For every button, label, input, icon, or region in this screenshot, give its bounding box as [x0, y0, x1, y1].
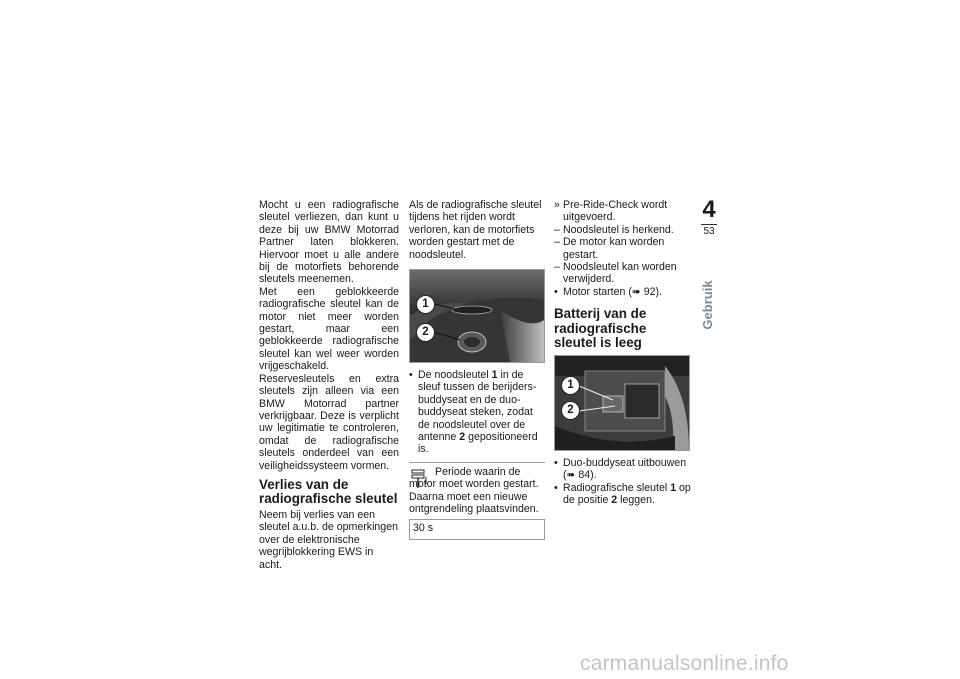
chapter-number: 4 [702, 196, 716, 223]
paragraph-blocked-key: Met een geblokkeerde radiografische sleutel kan de motor niet meer worden gestart, maar een geblokkeerde radiografische sleutel kan wel weer worden vrijgeschakeld. [259, 285, 399, 373]
ref-1: 1 [491, 369, 498, 382]
bullet: • [409, 369, 413, 382]
result-item: – Noodsleutel kan worden verwijderd. [554, 261, 677, 286]
list-item-remove-seat: • Duo-buddyseat uitbouwen (➠ 84). [554, 456, 687, 482]
chapter-title: Gebruik [700, 280, 715, 330]
ref-1: 1 [670, 481, 677, 494]
battery-photo [554, 355, 690, 451]
ref-2: 2 [459, 431, 466, 444]
watermark: carmanualsonline.info [580, 652, 789, 675]
photo-label-1: 1 [416, 295, 435, 314]
seat-illustration [410, 270, 544, 362]
text-column-3 [554, 199, 692, 506]
note-text: Periode waarin de motor moet worden gestart. Daarna moet een nieuwe ontgrendeling plaatsvinden. [409, 465, 539, 516]
text-column-2 [409, 199, 545, 540]
result-item: – Noodsleutel is herkend. [554, 223, 674, 236]
paragraph-lost-key: Mocht u een radiografische sleutel verliezen, dan kunt u deze bij uw BMW Motorrad Partner laten blokkeren. Hiervoor moet u alle andere bij de motorfiets behorende sleutels meenemen. [259, 199, 399, 286]
page-number: 53 [701, 224, 717, 239]
paragraph-emergency-key: Als de radiografische sleutel tijdens het rijden wordt verloren, kan de motorfiets worden gestart met de noodsleutel. [409, 199, 542, 261]
list-item-insert-key: • De noodsleutel 1 in de sleuf tussen de berijders-buddyseat en de duo-buddyseat steken, zodat de noodsleutel over de antenne 2 gepositioneerd is. [409, 369, 538, 456]
list-item-place-key: • Radiografische sleutel 1 op de positie 2 leggen. [554, 481, 691, 506]
value-cell: 30 s [409, 520, 545, 540]
photo-label-1: 1 [561, 376, 580, 395]
text-column-1 [259, 199, 399, 571]
list-item-start: • Motor starten (➠ 92). [554, 285, 662, 298]
note-box [409, 462, 545, 520]
heading-battery-empty: Batterij van de radiografische sleutel is leeg [554, 306, 647, 351]
result-item: – De motor kan worden gestart. [554, 236, 665, 261]
chapter-tab [697, 198, 721, 248]
timer-info-icon [409, 468, 433, 490]
heading-lost-key: Verlies van de radiografische sleutel [259, 476, 398, 507]
result-item: » Pre-Ride-Check wordt uitgevoerd. [554, 199, 668, 224]
paragraph-spare-keys: Reservesleutels en extra sleutels zijn alleen via een BMW Motorrad partner verkrijgbaar. Deze is verplicht uw legitimatie te controleren, omdat de radiografische sleutels onderdeel van een veiligheidssysteem vormen. [259, 372, 399, 472]
ref-2: 2 [611, 493, 618, 506]
photo-label-2: 2 [561, 401, 580, 420]
paragraph-ews: Neem bij verlies van een sleutel a.u.b. de opmerkingen over de elektronische wegrijblokkering EWS in acht. [259, 508, 398, 571]
seat-photo [409, 269, 545, 363]
photo-label-2: 2 [416, 323, 435, 342]
